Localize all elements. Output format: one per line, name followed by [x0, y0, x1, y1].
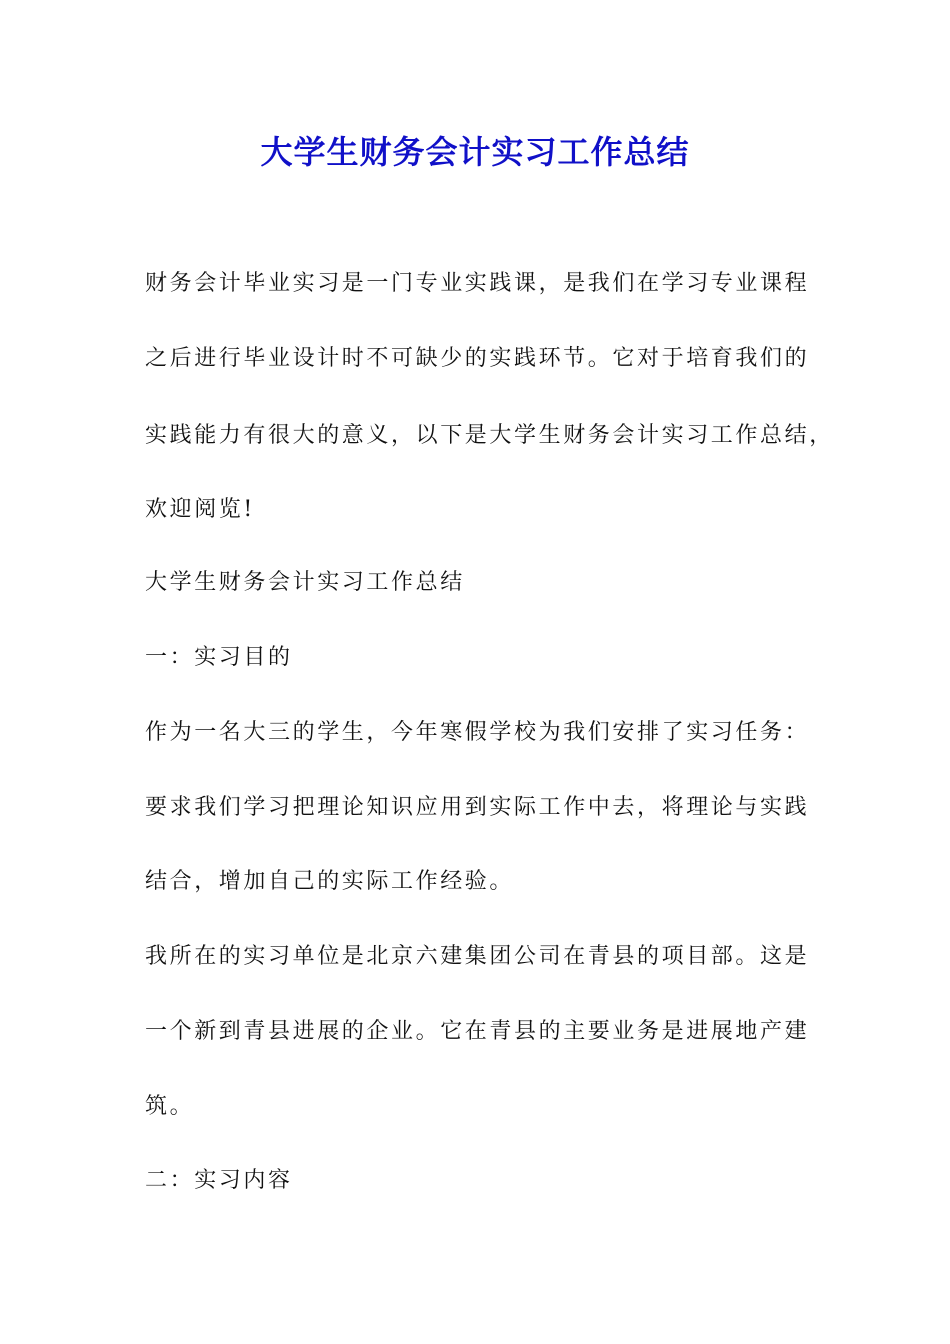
body-line-1: 财务会计毕业实习是一门专业实践课，是我们在学习专业课程: [145, 271, 810, 296]
section-heading-purpose: 一：实习目的: [145, 645, 293, 670]
body-line-12: 筑。: [145, 1094, 195, 1119]
body-line-10: 我所在的实习单位是北京六建集团公司在青县的项目部。这是: [145, 944, 810, 969]
document-title: 大学生财务会计实习工作总结: [260, 133, 690, 171]
body-line-9: 结合，增加自己的实际工作经验。: [145, 869, 515, 894]
body-line-4: 欢迎阅览!: [145, 497, 255, 522]
body-line-7: 作为一名大三的学生，今年寒假学校为我们安排了实习任务：: [145, 720, 810, 745]
body-line-2: 之后进行毕业设计时不可缺少的实践环节。它对于培育我们的: [145, 346, 810, 371]
section-heading-content: 二：实习内容: [145, 1168, 293, 1193]
body-line-8: 要求我们学习把理论知识应用到实际工作中去，将理论与实践: [145, 795, 810, 820]
body-line-3: 实践能力有很大的意义，以下是大学生财务会计实习工作总结，: [145, 423, 834, 448]
body-line-11: 一个新到青县进展的企业。它在青县的主要业务是进展地产建: [145, 1019, 810, 1044]
section-heading-summary: 大学生财务会计实习工作总结: [145, 570, 465, 595]
